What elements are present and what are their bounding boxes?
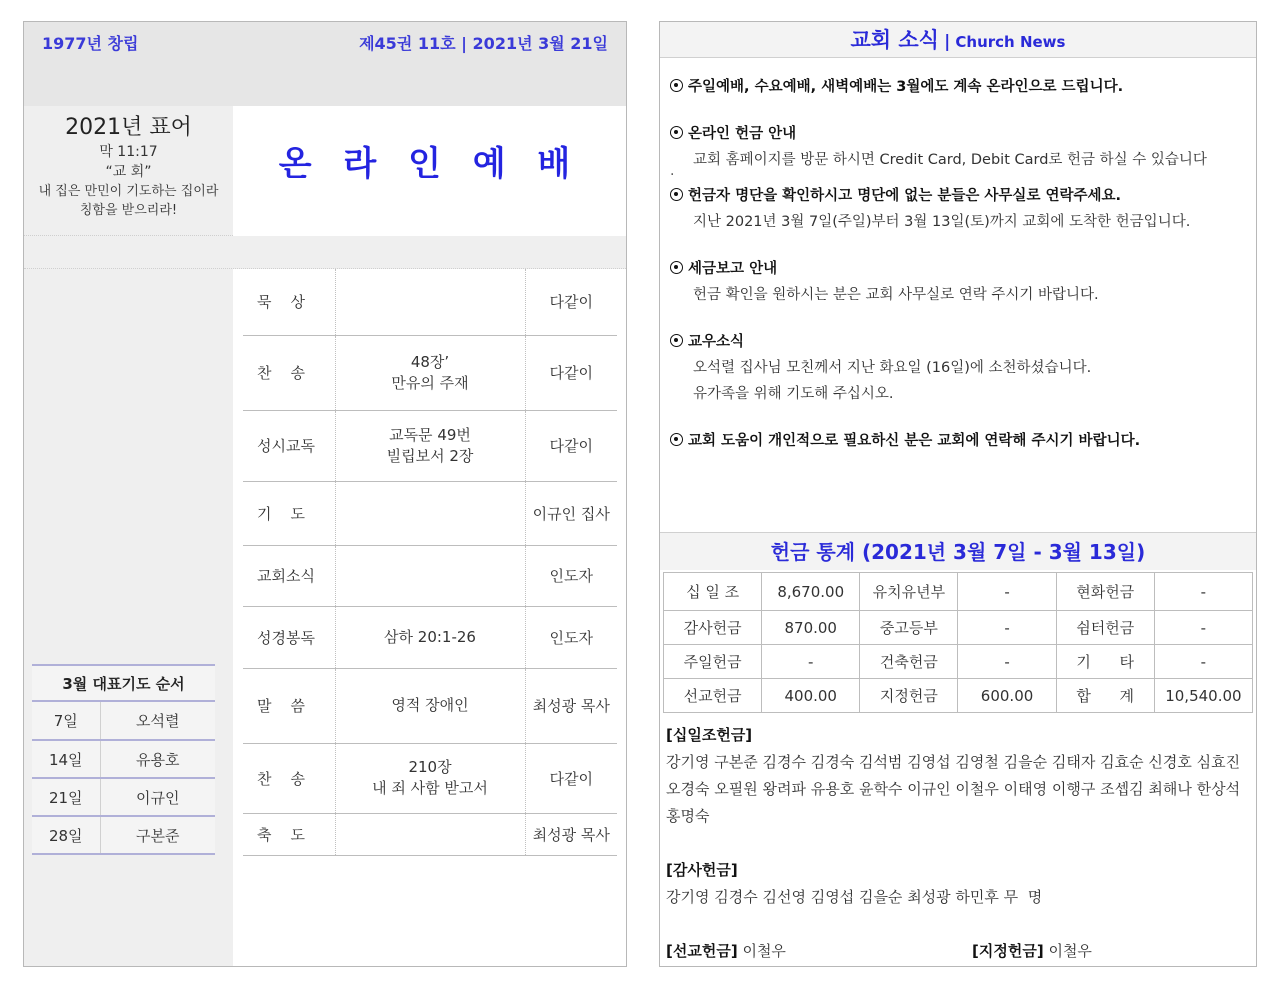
prayer-schedule-title: 3월 대표기도 순서	[32, 664, 215, 702]
order-leader: 이규인 집사	[525, 481, 617, 545]
news-item: 교우소식 오석렬 집사님 모친께서 지난 화요일 (16일)에 소천하셨습니다. 유가족을 위해 기도해 주십시오.	[670, 329, 1246, 407]
left-column	[24, 269, 233, 966]
order-item: 찬 송	[243, 743, 335, 813]
tithe-names: 오경숙 오필원 왕려파 유용호 윤학수 이규인 이철우 이태영 이행구 조셉김 최해나 한상석	[666, 780, 1241, 798]
motto-word: “교 회”	[105, 164, 152, 180]
prayer-name: 구본준	[100, 816, 215, 854]
news-detail: 지난 2021년 3월 7일(주일)부터 3월 13일(토)까지 교회에 도착한 헌금입니다.	[693, 214, 1191, 230]
order-row	[243, 743, 617, 813]
stats-label: 기 타	[1056, 645, 1154, 679]
target-bullet-icon	[670, 261, 683, 274]
order-item: 교회소식	[243, 545, 335, 606]
news-detail: 헌금 확인을 원하시는 분은 교회 사무실로 연락 주시기 바랍니다.	[693, 287, 1099, 303]
bulletin-right-page	[659, 21, 1257, 967]
news-item: 주일예배, 수요예배, 새벽예배는 3월에도 계속 온라인으로 드립니다.	[670, 74, 1246, 100]
news-header	[660, 22, 1256, 58]
stats-value: -	[1154, 611, 1252, 645]
tithe-names: 강기영 구본준 김경수 김경숙 김석범 김영섭 김영철 김을순 김태자 김효순 신경호 심효진	[666, 753, 1241, 771]
order-row	[243, 410, 617, 481]
prayer-schedule-table	[32, 702, 215, 855]
stats-value: 8,670.00	[762, 573, 860, 611]
prayer-date: 14일	[32, 740, 100, 778]
stats-label: 십 일 조	[664, 573, 762, 611]
order-content: 48장’ 만유의 주재	[335, 335, 525, 410]
order-content	[335, 813, 525, 855]
prayer-date: 28일	[32, 816, 100, 854]
offering-stats-title: 헌금 통계 (2021년 3월 7일 - 3월 13일)	[660, 532, 1256, 570]
order-item: 성시교독	[243, 410, 335, 481]
motto-verse-line: 내 집은 만민이 기도하는 집이라	[38, 184, 219, 199]
news-detail: 오석렬 집사님 모친께서 지난 화요일 (16일)에 소천하셨습니다.	[693, 360, 1092, 376]
order-item: 묵 상	[243, 269, 335, 335]
mission-heading: [선교헌금]	[666, 942, 738, 960]
divider-band	[24, 236, 626, 269]
order-content	[335, 481, 525, 545]
stats-row	[664, 645, 1253, 679]
prayer-date: 7일	[32, 702, 100, 740]
stats-label: 중고등부	[860, 611, 958, 645]
order-content	[335, 269, 525, 335]
prayer-row	[32, 740, 215, 778]
news-list	[670, 74, 1246, 475]
stats-label: 건축헌금	[860, 645, 958, 679]
motto-box	[24, 106, 233, 236]
order-content	[335, 545, 525, 606]
motto-verse-line: 칭함을 받으리라!	[79, 203, 178, 218]
order-item: 찬 송	[243, 335, 335, 410]
order-content: 삼하 20:1-26	[335, 606, 525, 668]
tithe-names: 홍명숙	[666, 807, 710, 825]
stats-label: 합 계	[1056, 679, 1154, 713]
stats-value: -	[1154, 645, 1252, 679]
stats-row	[664, 573, 1253, 611]
target-bullet-icon	[670, 126, 683, 139]
news-title-separator: |	[944, 32, 951, 52]
order-row	[243, 813, 617, 855]
stats-value: -	[958, 573, 1056, 611]
order-leader: 인도자	[525, 606, 617, 668]
prayer-row	[32, 702, 215, 740]
stats-value: 10,540.00	[1154, 679, 1252, 713]
service-title: 온 라 인 예 배	[278, 144, 581, 184]
stats-label: 유치유년부	[860, 573, 958, 611]
news-detail: 유가족을 위해 기도해 주십시오.	[693, 386, 894, 402]
order-leader: 다같이	[525, 269, 617, 335]
thanks-names: 강기영 김경수 김선영 김영섭 김을순 최성광 하민후 무 명	[666, 888, 1043, 906]
stats-row	[664, 679, 1253, 713]
issue-info: 제45권 11호 | 2021년 3월 21일	[359, 34, 608, 53]
stats-value: -	[762, 645, 860, 679]
news-subtitle: Church News	[955, 33, 1066, 51]
designated-heading: [지정헌금]	[972, 942, 1044, 960]
order-row	[243, 668, 617, 743]
bulletin-left-page	[23, 21, 627, 967]
target-bullet-icon	[670, 334, 683, 347]
order-row	[243, 545, 617, 606]
news-title: 교회 소식	[850, 28, 939, 52]
order-leader: 다같이	[525, 335, 617, 410]
order-row	[243, 481, 617, 545]
motto-title: 2021년 표어	[65, 115, 192, 140]
prayer-schedule	[32, 664, 215, 855]
prayer-name: 이규인	[100, 778, 215, 816]
prayer-date: 21일	[32, 778, 100, 816]
prayer-row	[32, 816, 215, 854]
thanks-heading: [감사헌금]	[666, 861, 738, 879]
stats-label: 감사헌금	[664, 611, 762, 645]
target-bullet-icon	[670, 79, 683, 92]
stats-value: -	[1154, 573, 1252, 611]
donor-list	[666, 722, 1250, 965]
stats-value: 400.00	[762, 679, 860, 713]
news-item: 세금보고 안내 헌금 확인을 원하시는 분은 교회 사무실로 연락 주시기 바랍니다.	[670, 256, 1246, 308]
stats-label: 주일헌금	[664, 645, 762, 679]
news-item: 헌금자 명단을 확인하시고 명단에 없는 분들은 사무실로 연락주세요. 지난 2021년 3월 7일(주일)부터 3월 13일(토)까지 교회에 도착한 헌금입니다.	[670, 183, 1246, 235]
stats-value: -	[958, 645, 1056, 679]
stats-label: 지정헌금	[860, 679, 958, 713]
bulletin-header	[24, 22, 626, 106]
motto-reference: 막 11:17	[99, 144, 158, 160]
stats-label: 선교헌금	[664, 679, 762, 713]
news-item: 온라인 헌금 안내 교회 홈페이지를 방문 하시면 Credit Card, Debit Card로 헌금 하실 수 있습니다 .	[670, 121, 1246, 175]
stats-value: 600.00	[958, 679, 1056, 713]
news-item: 교회 도움이 개인적으로 필요하신 분은 교회에 연락해 주시기 바랍니다.	[670, 428, 1246, 454]
order-content: 교독문 49번 빌립보서 2장	[335, 410, 525, 481]
target-bullet-icon	[670, 188, 683, 201]
stats-value: -	[958, 611, 1056, 645]
news-trailing-dot: .	[670, 163, 675, 179]
order-leader: 인도자	[525, 545, 617, 606]
prayer-row	[32, 778, 215, 816]
order-item: 성경봉독	[243, 606, 335, 668]
mission-designated-row	[666, 938, 1250, 965]
offering-stats-table	[663, 572, 1253, 713]
order-item: 기 도	[243, 481, 335, 545]
founded-label: 1977년 창립	[42, 34, 139, 53]
designated-name: 이철우	[1048, 942, 1092, 960]
order-item: 축 도	[243, 813, 335, 855]
stats-row	[664, 611, 1253, 645]
order-leader: 다같이	[525, 743, 617, 813]
order-row	[243, 335, 617, 410]
stats-label: 쉼터헌금	[1056, 611, 1154, 645]
stats-label: 현화헌금	[1056, 573, 1154, 611]
tithe-heading: [십일조헌금]	[666, 726, 753, 744]
news-detail: 교회 홈페이지를 방문 하시면 Credit Card, Debit Card로 헌금 하실 수 있습니다	[693, 152, 1207, 168]
prayer-name: 오석렬	[100, 702, 215, 740]
order-item: 말 씀	[243, 668, 335, 743]
target-bullet-icon	[670, 433, 683, 446]
worship-order-table	[243, 269, 617, 856]
order-row	[243, 269, 617, 335]
order-row	[243, 606, 617, 668]
order-content: 영적 장애인	[335, 668, 525, 743]
motto-verse	[24, 182, 233, 220]
mission-name: 이철우	[742, 942, 786, 960]
order-leader: 최성광 목사	[525, 668, 617, 743]
order-leader: 다같이	[525, 410, 617, 481]
order-leader: 최성광 목사	[525, 813, 617, 855]
stats-value: 870.00	[762, 611, 860, 645]
prayer-name: 유용호	[100, 740, 215, 778]
order-content: 210장 내 죄 사함 받고서	[335, 743, 525, 813]
